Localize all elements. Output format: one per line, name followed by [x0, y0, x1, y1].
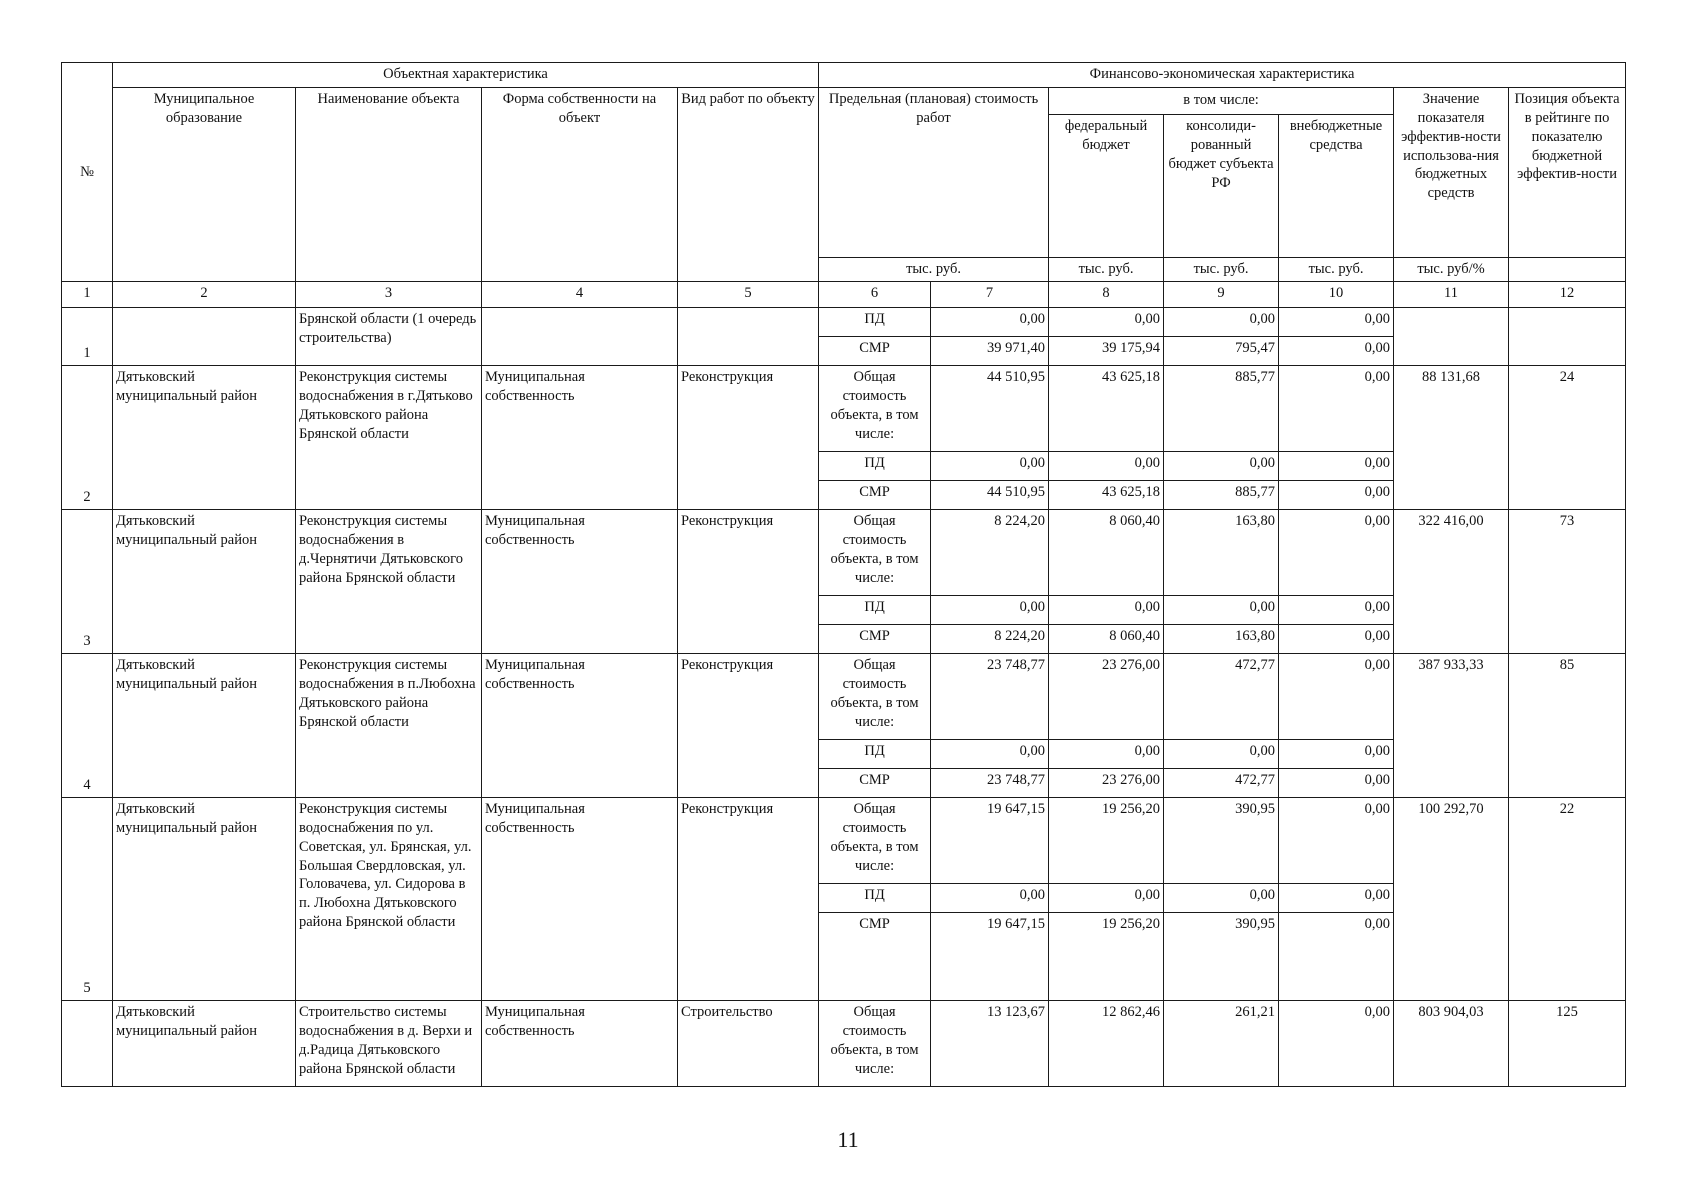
col-number: 8 [1049, 282, 1164, 308]
col-number: 5 [678, 282, 819, 308]
table-row [62, 510, 1626, 596]
cell-value: 0,00 [1049, 596, 1164, 625]
col-number: 7 [931, 282, 1049, 308]
row-ownership: Муниципальная собственность [482, 510, 678, 654]
cell-value: 44 510,95 [931, 481, 1049, 510]
header-offbudget: внебюджетные средства [1289, 118, 1383, 153]
row-work-type: Реконструкция [678, 654, 819, 798]
row-label-smr: СМР [819, 337, 931, 366]
column-numbers-row [62, 282, 1626, 308]
row-ownership: Муниципальная собственность [482, 654, 678, 798]
row-work-type: Реконструкция [678, 510, 819, 654]
cell-value: 39 971,40 [931, 337, 1049, 366]
cell-value: 0,00 [1279, 769, 1394, 798]
header-object-name: Наименование объекта [296, 88, 482, 282]
cell-value: 19 256,20 [1049, 798, 1164, 884]
header-ownership: Форма собственности на объект [482, 88, 678, 282]
cell-value: 8 224,20 [931, 510, 1049, 596]
cell-value: 0,00 [1049, 884, 1164, 913]
cell-value: 23 748,77 [931, 769, 1049, 798]
row-rating: 85 [1509, 654, 1626, 798]
cell-value: 0,00 [931, 884, 1049, 913]
row-num [62, 1001, 113, 1087]
cell-value: 472,77 [1164, 654, 1279, 740]
row-rating: 22 [1509, 798, 1626, 1001]
cell-value: 13 123,67 [931, 1001, 1049, 1087]
table-row [62, 366, 1626, 452]
row-rating: 125 [1509, 1001, 1626, 1087]
cell-value: 0,00 [1164, 308, 1279, 337]
unit-cost: тыс. руб. [819, 258, 1049, 282]
unit-efficiency: тыс. руб/% [1394, 258, 1509, 282]
row-efficiency: 100 292,70 [1394, 798, 1509, 1001]
cell-value: 0,00 [1164, 884, 1279, 913]
cell-value: 885,77 [1164, 366, 1279, 452]
cell-value: 23 276,00 [1049, 769, 1164, 798]
cell-value: 0,00 [1164, 740, 1279, 769]
row-municipality: Дятьковский муниципальный район [113, 798, 296, 1001]
cell-value: 0,00 [1279, 366, 1394, 452]
row-efficiency: 88 131,68 [1394, 366, 1509, 510]
header-municipality: Муниципальное образование [113, 88, 296, 282]
header-num: № [62, 63, 113, 282]
row-object-name: Реконструкция системы водоснабжения в г.Дятьково Дятьковского района Брянской области [296, 366, 482, 510]
header-efficiency: Значение показателя эффектив-ности использова-ния бюджетных средств [1394, 88, 1509, 258]
header-cost-limit: Предельная (плановая) стоимость работ [819, 88, 1049, 258]
row-label-pd: ПД [819, 452, 931, 481]
row-efficiency: 322 416,00 [1394, 510, 1509, 654]
row-num: 2 [62, 366, 113, 510]
cell-value: 23 276,00 [1049, 654, 1164, 740]
table-row [62, 798, 1626, 884]
row-label-pd: ПД [819, 596, 931, 625]
cell-value: 0,00 [1279, 913, 1394, 1001]
row-ownership: Муниципальная собственность [482, 1001, 678, 1087]
row-object-name: Реконструкция системы водоснабжения в п.Любохна Дятьковского района Брянской области [296, 654, 482, 798]
row-label-total: Общая стоимость объекта, в том числе: [819, 798, 931, 884]
row-work-type: Реконструкция [678, 366, 819, 510]
row-label-pd: ПД [819, 740, 931, 769]
row-num: 5 [62, 798, 113, 1001]
table-row [62, 308, 1626, 337]
cell-value: 0,00 [1279, 654, 1394, 740]
header-work-type: Вид работ по объекту [678, 88, 819, 282]
header-federal: федеральный бюджет [1049, 115, 1164, 257]
cell-value: 0,00 [1279, 481, 1394, 510]
col-number: 3 [296, 282, 482, 308]
row-object-name: Реконструкция системы водоснабжения в д.Чернятичи Дятьковского района Брянской области [296, 510, 482, 654]
cell-value: 19 647,15 [931, 913, 1049, 1001]
row-efficiency: 387 933,33 [1394, 654, 1509, 798]
col-number: 12 [1509, 282, 1626, 308]
unit-offbudget: тыс. руб. [1279, 258, 1394, 282]
row-work-type: Строительство [678, 1001, 819, 1087]
cell-value: 12 862,46 [1049, 1001, 1164, 1087]
header-rating: Позиция объекта в рейтинге по показателю бюджетной эффектив-ности [1509, 88, 1626, 258]
row-rating: 73 [1509, 510, 1626, 654]
row-rating [1509, 308, 1626, 366]
cell-value: 390,95 [1164, 798, 1279, 884]
col-number: 6 [819, 282, 931, 308]
row-num: 4 [62, 654, 113, 798]
cell-value: 0,00 [1279, 596, 1394, 625]
row-municipality: Дятьковский муниципальный район [113, 366, 296, 510]
cell-value: 795,47 [1164, 337, 1279, 366]
cell-value: 0,00 [1279, 625, 1394, 654]
row-object-name: Брянской области (1 очередь строительства) [296, 308, 482, 366]
table-row [62, 654, 1626, 740]
row-ownership: Муниципальная собственность [482, 798, 678, 1001]
row-municipality [113, 308, 296, 366]
header-including-block [1049, 88, 1394, 258]
cell-value: 0,00 [1049, 452, 1164, 481]
row-num: 3 [62, 510, 113, 654]
cell-value: 163,80 [1164, 510, 1279, 596]
row-efficiency: 803 904,03 [1394, 1001, 1509, 1087]
col-number: 9 [1164, 282, 1279, 308]
row-label-smr: СМР [819, 625, 931, 654]
row-label-pd: ПД [819, 308, 931, 337]
row-label-smr: СМР [819, 913, 931, 1001]
row-municipality: Дятьковский муниципальный район [113, 654, 296, 798]
header-including: в том числе: [1049, 88, 1393, 115]
cell-value: 261,21 [1164, 1001, 1279, 1087]
cell-value: 19 256,20 [1049, 913, 1164, 1001]
unit-rating-empty [1509, 258, 1626, 282]
row-label-total: Общая стоимость объекта, в том числе: [819, 1001, 931, 1087]
cell-value: 0,00 [1279, 452, 1394, 481]
cell-value: 0,00 [931, 596, 1049, 625]
cell-value: 19 647,15 [931, 798, 1049, 884]
row-object-name: Реконструкция системы водоснабжения по ул. Советская, ул. Брянская, ул. Большая Свердловская, ул. Головачева, ул. Сидорова в п. Любохна Дятьковского района Брянской области [296, 798, 482, 1001]
investment-objects-table [61, 62, 1626, 1087]
cell-value: 0,00 [1164, 452, 1279, 481]
cell-value: 8 060,40 [1049, 510, 1164, 596]
cell-value: 0,00 [1049, 740, 1164, 769]
page-number: 11 [837, 1127, 859, 1152]
cell-value: 0,00 [1279, 798, 1394, 884]
cell-value: 23 748,77 [931, 654, 1049, 740]
header-consolidated: консолиди-рованный бюджет субъекта РФ [1164, 115, 1279, 257]
row-municipality: Дятьковский муниципальный район [113, 510, 296, 654]
cell-value: 0,00 [1279, 1001, 1394, 1087]
table-row [62, 1001, 1626, 1087]
cell-value: 8 224,20 [931, 625, 1049, 654]
cell-value: 163,80 [1164, 625, 1279, 654]
cell-value: 0,00 [1279, 740, 1394, 769]
cell-value: 8 060,40 [1049, 625, 1164, 654]
cell-value: 0,00 [931, 308, 1049, 337]
unit-consolidated: тыс. руб. [1164, 258, 1279, 282]
row-num: 1 [62, 308, 113, 366]
row-label-smr: СМР [819, 769, 931, 798]
col-number: 2 [113, 282, 296, 308]
cell-value: 39 175,94 [1049, 337, 1164, 366]
cell-value: 390,95 [1164, 913, 1279, 1001]
col-number: 1 [62, 282, 113, 308]
header-object-group: Объектная характеристика [113, 63, 819, 88]
col-number: 10 [1279, 282, 1394, 308]
row-ownership [482, 308, 678, 366]
header-finance-group: Финансово-экономическая характеристика [819, 63, 1626, 88]
cell-value: 43 625,18 [1049, 481, 1164, 510]
row-label-total: Общая стоимость объекта, в том числе: [819, 654, 931, 740]
row-municipality: Дятьковский муниципальный район [113, 1001, 296, 1087]
cell-value: 472,77 [1164, 769, 1279, 798]
cell-value: 0,00 [1279, 884, 1394, 913]
cell-value: 0,00 [1164, 596, 1279, 625]
col-number: 11 [1394, 282, 1509, 308]
row-rating: 24 [1509, 366, 1626, 510]
row-efficiency [1394, 308, 1509, 366]
row-work-type: Реконструкция [678, 798, 819, 1001]
col-number: 4 [482, 282, 678, 308]
row-label-total: Общая стоимость объекта, в том числе: [819, 510, 931, 596]
cell-value: 0,00 [931, 740, 1049, 769]
cell-value: 0,00 [1279, 337, 1394, 366]
cell-value: 0,00 [1279, 510, 1394, 596]
row-object-name: Строительство системы водоснабжения в д. Верхи и д.Радица Дятьковского района Брянской области [296, 1001, 482, 1087]
cell-value: 0,00 [1049, 308, 1164, 337]
cell-value: 0,00 [1279, 308, 1394, 337]
cell-value: 0,00 [931, 452, 1049, 481]
cell-value: 43 625,18 [1049, 366, 1164, 452]
row-ownership: Муниципальная собственность [482, 366, 678, 510]
cell-value: 44 510,95 [931, 366, 1049, 452]
row-label-total: Общая стоимость объекта, в том числе: [819, 366, 931, 452]
row-work-type [678, 308, 819, 366]
row-label-pd: ПД [819, 884, 931, 913]
unit-federal: тыс. руб. [1049, 258, 1164, 282]
cell-value: 885,77 [1164, 481, 1279, 510]
row-label-smr: СМР [819, 481, 931, 510]
